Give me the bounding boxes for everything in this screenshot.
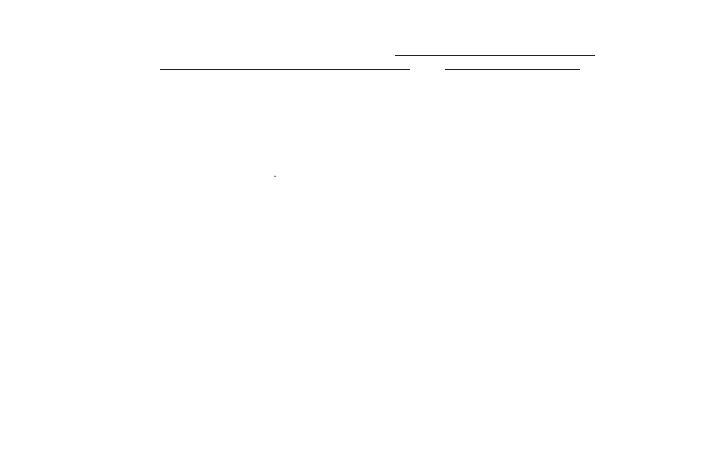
- header-main-3: [520, 150, 556, 202]
- header-main-2: [442, 150, 479, 202]
- header-plan-number: [165, 83, 189, 203]
- header-premise-number: [126, 83, 164, 203]
- header-purpose-dot: ·: [273, 171, 277, 183]
- header-aux-3: [558, 150, 594, 202]
- header-aux-1: [408, 150, 442, 202]
- header-height: [644, 83, 690, 203]
- header-floors: [80, 83, 124, 203]
- header-litera: [53, 83, 79, 203]
- header-main-1: [358, 150, 406, 202]
- header-aux-2: [480, 150, 518, 202]
- header-total: [596, 125, 642, 203]
